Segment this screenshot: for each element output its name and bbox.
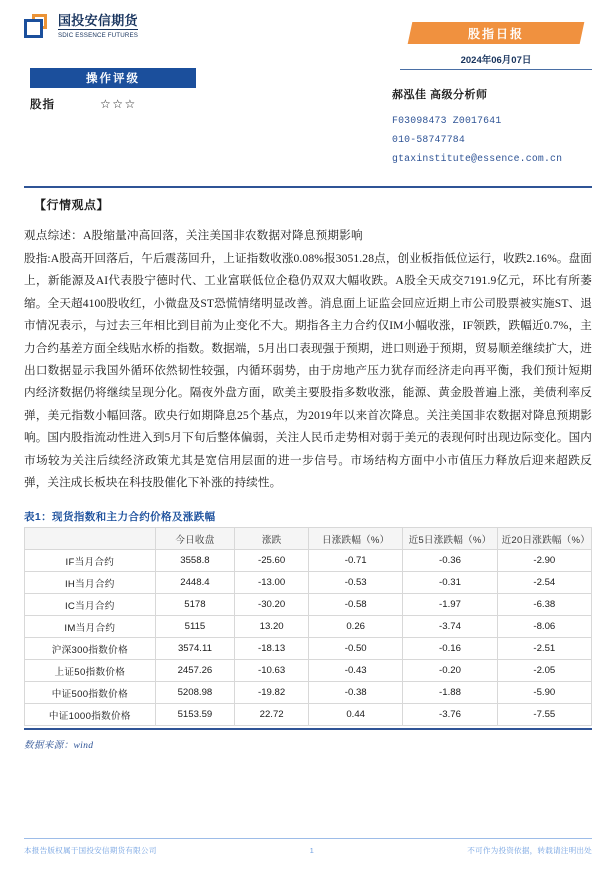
row-name: IM当月合约 [25,616,156,638]
viewpoint-summary: 观点综述：A股缩量冲高回落，关注美国非农数据对降息预期影响 [24,229,363,242]
cell-close: 5115 [155,616,235,638]
col-header-change: 涨跌 [235,528,309,550]
table-row [25,572,592,594]
cell-pct-20d: -5.90 [497,682,591,704]
cell-close: 2448.4 [155,572,235,594]
row-name: IH当月合约 [25,572,156,594]
cell-pct-20d: -2.05 [497,660,591,682]
cell-close: 3558.8 [155,550,235,572]
footer-divider [24,838,592,839]
cell-change: 22.72 [235,704,309,726]
report-date: 2024年06月07日 [400,52,592,70]
header-divider [24,186,592,188]
table-row [25,616,592,638]
cell-close: 3574.11 [155,638,235,660]
cell-close: 5208.98 [155,682,235,704]
cell-change: -13.00 [235,572,309,594]
cell-close: 5178 [155,594,235,616]
cell-pct-day: -0.43 [309,660,403,682]
cell-pct-20d: -2.51 [497,638,591,660]
footer-page-number: 1 [309,846,315,855]
cell-pct-day: -0.38 [309,682,403,704]
table-source: 数据来源：wind [24,740,94,751]
report-title-banner [400,22,592,44]
analyst-license: F03098473 Z0017641 [392,115,502,126]
viewpoint-heading: 【行情观点】 [34,198,110,212]
analyst-phone: 010-58747784 [392,134,465,145]
table-row [25,682,592,704]
footer-disclaimer: 不可作为投资依据，转载请注明出处 [467,846,592,855]
row-name: IC当月合约 [25,594,156,616]
report-header [0,0,615,188]
table-row [25,638,592,660]
col-header-pct-20d: 近20日涨跌幅（%） [497,528,591,550]
analyst-email: gtaxinstitute@essence.com.cn [392,153,563,164]
cell-change: -10.63 [235,660,309,682]
cell-pct-5d: -1.97 [403,594,497,616]
cell-change: -25.60 [235,550,309,572]
cell-pct-20d: -8.06 [497,616,591,638]
row-name: 中证500指数价格 [25,682,156,704]
row-name: 上证50指数价格 [25,660,156,682]
cell-close: 5153.59 [155,704,235,726]
header-inner [24,12,592,178]
brand-text [58,12,138,40]
price-change-table [24,527,592,726]
cell-pct-5d: -0.20 [403,660,497,682]
viewpoint-body: 股指:A股高开回落后，午后震荡回升，上证指数收涨0.08%报3051.28点，创业板指低位运行，收跌2.16%。盘面上，新能源及AI代表股宁德时代、工业富联低位企稳仍双双大幅收跌。A股全天成交7191.9亿元，环比有所萎缩。全天超4100股收红，小微盘及ST恐慌情绪明显改善。消息面上证监会回应近期上市公司股票被实施ST、退市情况表示，与过去三年相比到目前为止变化不大。期指各主力合约仅IM小幅收涨，IF领跌，跌幅近0.7%，主力合约基差方面全线贴水桥的指数。数据端，5月出口表现强于预期，进口则逊于预期，贸易顺差继续扩大，进出口数据显示我国外循环依然韧性较强，内循环弱势，由于房地产压力犹存而经济走向再平衡，我们预计短期内经济数据仍将继续呈现分化。隔夜外盘方面，欧美主要股指多数收涨，能源、黄金股普遍上涨，美债利率反弹，美元指数小幅回落。欧央行如期降息25个基点，为2019年以来首次降息。关注美国非农数据对降息预期影响。国内股指流动性进入到5月下旬后整体偏弱，关注人民币走势相对弱于美元的表现何时出现边际变化。国内市场较为关注后续经济政策尤其是宽信用层面的进一步信号。市场结构方面中小市值压力释放后迎来超跌反弹，关注成长板块在科技股催化下补涨的持续性。 [24,252,592,490]
logo-blue-square [24,19,43,38]
cell-change: -30.20 [235,594,309,616]
cell-pct-20d: -2.54 [497,572,591,594]
table-row [25,660,592,682]
cell-pct-20d: -7.55 [497,704,591,726]
cell-change: -19.82 [235,682,309,704]
rating-stars-icon: ☆☆☆ [100,97,137,111]
col-header-pct-5d: 近5日涨跌幅（%） [403,528,497,550]
analyst-name: 郝泓佳 高级分析师 [392,89,488,101]
table-row [25,594,592,616]
col-header-name [25,528,156,550]
cell-change: 13.20 [235,616,309,638]
rating-item-label: 股指 [30,99,55,111]
row-name: 沪深300指数价格 [25,638,156,660]
cell-pct-day: -0.71 [309,550,403,572]
cell-pct-day: -0.58 [309,594,403,616]
cell-pct-5d: -0.36 [403,550,497,572]
table-body [25,550,592,726]
rating-banner: 操作评级 [30,68,196,88]
row-name: IF当月合约 [25,550,156,572]
cell-pct-5d: -0.16 [403,638,497,660]
cell-pct-day: 0.26 [309,616,403,638]
analyst-block [392,86,592,168]
cell-pct-20d: -6.38 [497,594,591,616]
cell-pct-5d: -3.74 [403,616,497,638]
viewpoint-section [24,196,592,494]
row-name: 中证1000指数价格 [25,704,156,726]
cell-change: -18.13 [235,638,309,660]
cell-pct-5d: -1.88 [403,682,497,704]
cell-pct-5d: -0.31 [403,572,497,594]
cell-pct-day: 0.44 [309,704,403,726]
col-header-pct-day: 日涨跌幅（%） [309,528,403,550]
table-row [25,704,592,726]
table-header-row [25,528,592,550]
page-footer [24,845,592,856]
cell-pct-day: -0.50 [309,638,403,660]
footer-copyright: 本报告版权属于国投安信期货有限公司 [24,846,157,855]
brand-name-cn: 国投安信期货 [58,13,138,28]
cell-close: 2457.26 [155,660,235,682]
table-row [25,550,592,572]
sdic-logo-icon [24,14,51,41]
table-bottom-divider [24,728,592,730]
cell-pct-5d: -3.76 [403,704,497,726]
col-header-close: 今日收盘 [155,528,235,550]
report-title: 股指日报 [467,26,524,41]
cell-pct-20d: -2.90 [497,550,591,572]
cell-pct-day: -0.53 [309,572,403,594]
rating-row [30,96,210,112]
brand-name-en: SDIC ESSENCE FUTURES [58,29,138,40]
table-caption: 表1：现货指数和主力合约价格及涨跌幅 [24,511,216,523]
